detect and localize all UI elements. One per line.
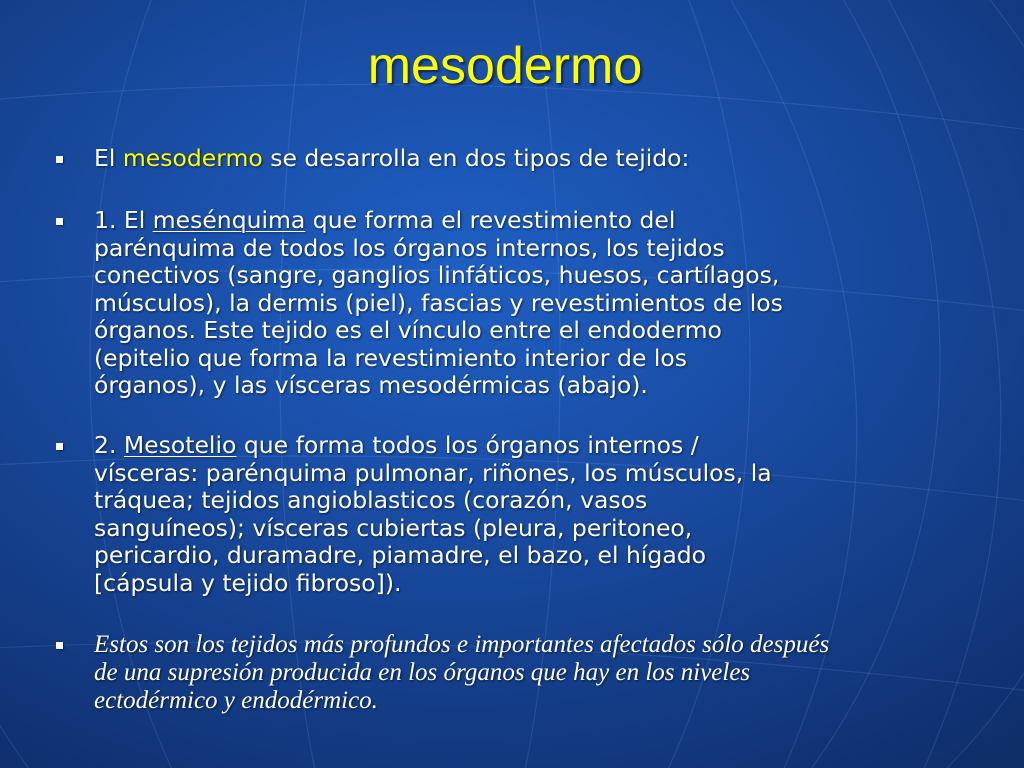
square-bullet-icon [56,156,63,163]
bullet-mesenquima [52,207,783,400]
underlined-term: mesénquima [152,206,306,234]
bullet-line: [cápsula y tejido fibroso]). [94,568,402,597]
square-bullet-icon [56,443,63,450]
bullet-line: tráquea; tejidos angioblasticos (corazón, vasos [94,486,648,514]
bullet-line: órganos. Este tejido es el vínculo entre el endodermo [94,316,722,344]
bullet-line: El mesodermo se desarrolla en dos tipos de tejido: [94,144,690,172]
slide-title: mesodermo [367,37,643,95]
bullet-line: 1. El mesénquima que forma el revestimiento del [94,206,676,234]
bullet-line: ectodérmico y endodérmico. [94,687,378,714]
bullet-italic-note [52,631,829,715]
bullet-line: vísceras: parénquima pulmonar, riñones, los músculos, la [94,458,772,487]
bullet-line: pericardio, duramadre, piamadre, el bazo, el hígado [94,541,707,569]
bullet-line: conectivos (sangre, ganglios linfáticos, huesos, cartílagos, [94,261,780,289]
bullet-line: 2. Mesotelio que forma todos los órganos internos / [94,431,699,459]
bullet-line: músculos), la dermis (piel), fascias y revestimientos de los [94,288,783,317]
bullet-line: órganos), y las vísceras mesodérmicas (abajo). [94,371,648,399]
bullet-line: de una supresión producida en los órganos que hay en los niveles [94,659,751,686]
bullet-line: (epitelio que forma la revestimiento interior de los [94,343,688,372]
bullet-mesotelio [52,432,772,597]
bullet-line: sanguíneos); vísceras cubiertas (pleura, peritoneo, [94,513,693,542]
square-bullet-icon [56,218,63,225]
highlight-term: mesodermo [122,144,263,172]
bullet-line: parénquima de todos los órganos internos, los tejidos [94,233,725,262]
square-bullet-icon [56,642,63,649]
bullet-intro [52,145,689,173]
underlined-term: Mesotelio [123,431,237,459]
bullet-line: Estos son los tejidos más profundos e importantes afectados sólo después [94,631,830,658]
